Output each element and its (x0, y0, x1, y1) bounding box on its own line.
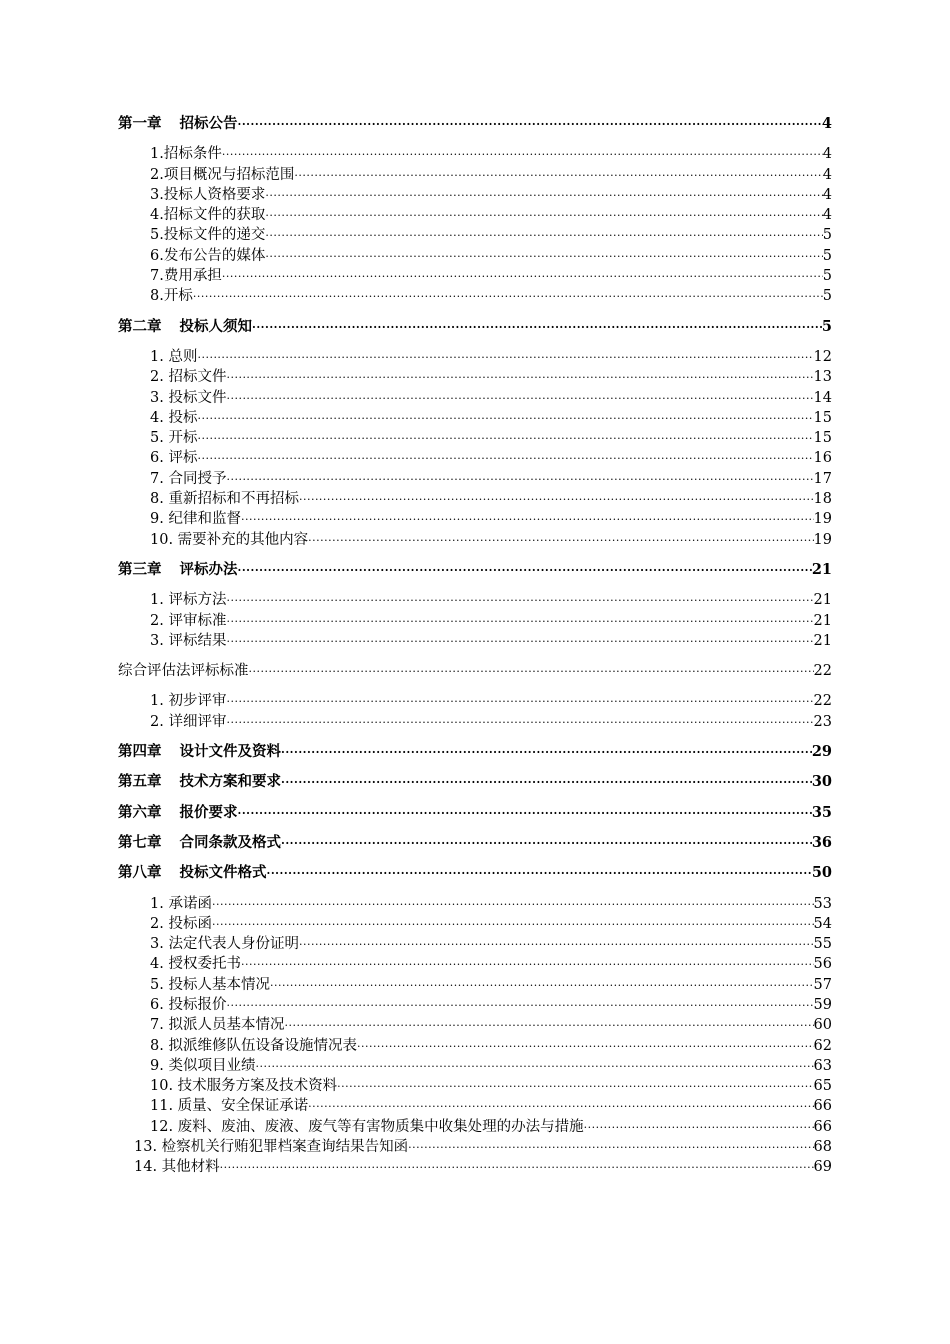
dot-leader (337, 1077, 813, 1097)
dot-leader (241, 955, 814, 975)
page-number: 4 (822, 146, 832, 163)
toc-subentry[interactable] (118, 1056, 832, 1076)
toc-chapter-entry[interactable] (118, 114, 832, 134)
toc-entry-title: 11. 质量、安全保证承诺 (150, 1098, 309, 1115)
toc-entry-title: 3. 投标文件 (150, 389, 227, 406)
page-number: 54 (813, 915, 832, 932)
toc-entry-title: 9. 纪律和监督 (150, 511, 241, 528)
toc-entry-title: 4.招标文件的获取 (150, 207, 266, 224)
toc-subentry[interactable] (118, 286, 832, 306)
chapter-title: 招标公告 (179, 115, 238, 132)
page-number: 12 (813, 348, 832, 365)
toc-entry-title: 1. 评标方法 (150, 592, 227, 609)
toc-subentry[interactable] (118, 347, 832, 367)
toc-entry-title: 2. 招标文件 (150, 369, 227, 386)
toc-section-entry[interactable] (118, 661, 832, 681)
toc-entry-title (118, 560, 238, 580)
dot-leader (299, 935, 814, 955)
toc-subentry[interactable] (118, 530, 832, 550)
toc-subentry[interactable] (118, 246, 832, 266)
chapter-title: 报价要求 (179, 803, 238, 821)
page-number: 15 (813, 409, 832, 426)
chapter-number: 第八章 (118, 864, 162, 882)
page-number: 63 (813, 1057, 832, 1074)
toc-entry-title: 5.投标文件的递交 (150, 227, 266, 244)
dot-leader (222, 145, 823, 165)
toc-subentry[interactable] (118, 266, 832, 286)
page-number: 21 (813, 612, 832, 629)
dot-leader (308, 531, 813, 551)
dot-leader (226, 996, 813, 1016)
toc-subentry[interactable] (118, 712, 832, 732)
dot-leader (265, 186, 822, 206)
dot-leader (238, 804, 812, 824)
toc-subentry[interactable] (118, 995, 832, 1015)
toc-entry-title: 5. 投标人基本情况 (150, 976, 270, 993)
toc-entry-title (118, 317, 252, 337)
chapter-title: 投标人须知 (179, 317, 252, 335)
toc-subentry[interactable] (118, 388, 832, 408)
page-number: 5 (822, 227, 832, 244)
dot-leader (281, 773, 812, 793)
dot-leader (226, 591, 813, 611)
toc-entry-title (118, 114, 238, 134)
toc-entry-title: 3. 法定代表人身份证明 (150, 936, 299, 953)
dot-leader (220, 1158, 814, 1178)
toc-chapter-entry[interactable] (118, 833, 832, 853)
page-number: 66 (813, 1098, 832, 1115)
dot-leader (308, 1097, 813, 1117)
toc-entry-title: 3.投标人资格要求 (150, 186, 266, 203)
page-number: 21 (813, 592, 832, 609)
toc-chapter-entry[interactable] (118, 742, 832, 762)
page-number: 4 (822, 207, 832, 224)
chapter-number: 第五章 (118, 773, 162, 791)
toc-entry-title: 4. 授权委托书 (150, 956, 241, 973)
toc-entry-title: 8. 重新招标和不再招标 (150, 491, 299, 508)
toc-entry-title (118, 742, 281, 762)
toc-entry-title: 5. 开标 (150, 430, 198, 447)
toc-subentry[interactable] (118, 408, 832, 428)
chapter-number: 第七章 (118, 833, 162, 851)
toc-entry-title: 1. 初步评审 (150, 693, 227, 710)
dot-leader (226, 368, 813, 388)
toc-entry-title: 1. 承诺函 (150, 895, 212, 912)
dot-leader (197, 348, 813, 368)
chapter-number: 第六章 (118, 803, 162, 821)
chapter-number: 第四章 (118, 743, 162, 761)
toc-subentry[interactable] (118, 1096, 832, 1116)
chapter-title: 合同条款及格式 (179, 833, 281, 851)
dot-leader (226, 632, 813, 652)
dot-leader (408, 1138, 813, 1158)
toc-chapter-entry[interactable] (118, 317, 832, 337)
page-number: 69 (813, 1159, 832, 1176)
toc-entry-title: 6. 投标报价 (150, 996, 227, 1013)
chapter-title: 投标文件格式 (179, 864, 267, 882)
chapter-number: 第三章 (118, 560, 162, 578)
toc-subentry[interactable] (118, 205, 832, 225)
page-number: 5 (822, 288, 832, 305)
toc-subentry[interactable] (118, 489, 832, 509)
toc-subentry[interactable] (118, 165, 832, 185)
toc-subentry[interactable] (118, 975, 832, 995)
chapter-title: 设计文件及资料 (179, 743, 281, 761)
dot-leader (265, 206, 822, 226)
page-number: 57 (813, 976, 832, 993)
dot-leader (299, 490, 814, 510)
page-number: 29 (811, 743, 832, 761)
dot-leader (197, 409, 813, 429)
toc-subentry[interactable] (118, 448, 832, 468)
dot-leader (212, 915, 814, 935)
toc-entry-title: 8. 拟派维修队伍设备设施情况表 (150, 1037, 357, 1054)
page-number: 55 (813, 936, 832, 953)
toc-entry-title: 14. 其他材料 (134, 1159, 220, 1176)
toc-subentry[interactable] (118, 225, 832, 245)
dot-leader (226, 612, 813, 632)
toc-subentry[interactable] (118, 611, 832, 631)
dot-leader (252, 318, 822, 338)
page-number: 65 (813, 1078, 832, 1095)
page-number: 66 (813, 1118, 832, 1135)
dot-leader (241, 510, 814, 530)
dot-leader (281, 834, 812, 854)
page-number: 22 (813, 693, 832, 710)
page-number: 19 (813, 511, 832, 528)
toc-subentry[interactable] (118, 934, 832, 954)
toc-entry-title: 7. 拟派人员基本情况 (150, 1017, 285, 1034)
chapter-number: 第二章 (118, 317, 162, 335)
page-number: 60 (813, 1017, 832, 1034)
dot-leader (249, 662, 814, 682)
page-number: 68 (813, 1139, 832, 1156)
dot-leader (212, 895, 814, 915)
page-number: 13 (813, 369, 832, 386)
page-number: 62 (813, 1037, 832, 1054)
toc-entry-title: 8.开标 (150, 288, 193, 305)
page-number: 14 (813, 389, 832, 406)
page-number: 5 (822, 247, 832, 264)
dot-leader (270, 976, 814, 996)
toc-entry-title: 2. 评审标准 (150, 612, 227, 629)
chapter-title: 评标办法 (179, 560, 238, 578)
dot-leader (238, 561, 812, 581)
dot-leader (226, 470, 813, 490)
toc-entry-title: 1. 总则 (150, 348, 198, 365)
toc-subentry[interactable] (118, 1076, 832, 1096)
page-number: 21 (813, 632, 832, 649)
toc-subentry[interactable] (118, 1117, 832, 1137)
page-number: 4 (822, 186, 832, 203)
toc-entry-title: 7.费用承担 (150, 268, 222, 285)
chapter-title: 技术方案和要求 (179, 773, 281, 791)
toc-entry-title: 6. 评标 (150, 450, 198, 467)
dot-leader (265, 226, 822, 246)
dot-leader (238, 115, 822, 135)
toc-entry-title (118, 803, 238, 823)
toc-subentry[interactable] (118, 894, 832, 914)
toc-subentry[interactable] (118, 954, 832, 974)
page-number: 18 (813, 491, 832, 508)
page-number: 23 (813, 713, 832, 730)
toc-subentry[interactable] (118, 185, 832, 205)
toc-entry-title: 10. 技术服务方案及技术资料 (150, 1078, 338, 1095)
toc-entry-title: 综合评估法评标标准 (118, 663, 249, 680)
toc-subentry[interactable] (118, 367, 832, 387)
toc-entry-title: 13. 检察机关行贿犯罪档案查询结果告知函 (134, 1139, 409, 1156)
toc-subentry[interactable] (118, 914, 832, 934)
toc-entry-title: 2. 详细评审 (150, 713, 227, 730)
dot-leader (294, 166, 822, 186)
page-number: 36 (811, 833, 832, 851)
toc-entry-title (118, 833, 281, 853)
toc-subentry[interactable] (118, 1015, 832, 1035)
page-number: 5 (822, 268, 832, 285)
dot-leader (193, 287, 823, 307)
toc-subentry[interactable] (118, 1157, 832, 1177)
toc-chapter-entry[interactable] (118, 772, 832, 792)
toc-entry-title (118, 863, 267, 883)
dot-leader (226, 389, 813, 409)
toc-entry-title: 2.项目概况与招标范围 (150, 166, 295, 183)
toc-entry-title: 1.招标条件 (150, 146, 222, 163)
toc-entry-title (118, 772, 281, 792)
page-number: 5 (821, 317, 832, 335)
dot-leader (265, 247, 822, 267)
page-number: 56 (813, 956, 832, 973)
toc-chapter-entry[interactable] (118, 560, 832, 580)
page-number: 35 (811, 803, 832, 821)
dot-leader (222, 267, 823, 287)
toc-entry-title: 6.发布公告的媒体 (150, 247, 266, 264)
page-number: 59 (813, 996, 832, 1013)
page-number: 19 (813, 531, 832, 548)
toc-subentry[interactable] (118, 691, 832, 711)
page-number: 21 (811, 560, 832, 578)
page-number: 50 (811, 864, 832, 882)
toc-entry-title: 7. 合同授予 (150, 470, 227, 487)
page-number: 16 (813, 450, 832, 467)
dot-leader (284, 1016, 813, 1036)
dot-leader (267, 864, 812, 884)
toc-subentry[interactable] (118, 144, 832, 164)
table-of-contents (118, 114, 832, 1178)
dot-leader (197, 449, 813, 469)
page-number: 30 (811, 773, 832, 791)
page-number: 22 (813, 663, 832, 680)
toc-entry-title: 3. 评标结果 (150, 632, 227, 649)
page-number: 15 (813, 430, 832, 447)
toc-subentry[interactable] (118, 469, 832, 489)
toc-entry-title: 10. 需要补充的其他内容 (150, 531, 309, 548)
page-number: 53 (813, 895, 832, 912)
dot-leader (357, 1037, 814, 1057)
toc-chapter-entry[interactable] (118, 863, 832, 883)
page-number: 4 (822, 166, 832, 183)
toc-subentry[interactable] (118, 631, 832, 651)
toc-entry-title: 9. 类似项目业绩 (150, 1057, 256, 1074)
page-number: 17 (813, 470, 832, 487)
toc-entry-title: 2. 投标函 (150, 915, 212, 932)
dot-leader (255, 1057, 813, 1077)
toc-subentry[interactable] (118, 509, 832, 529)
toc-chapter-entry[interactable] (118, 803, 832, 823)
toc-entry-title: 4. 投标 (150, 409, 198, 426)
dot-leader (226, 713, 813, 733)
dot-leader (226, 692, 813, 712)
page-number: 4 (821, 115, 832, 132)
toc-subentry[interactable] (118, 428, 832, 448)
dot-leader (281, 743, 812, 763)
toc-subentry[interactable] (118, 1137, 832, 1157)
dot-leader (197, 429, 813, 449)
chapter-number: 第一章 (118, 115, 162, 132)
toc-subentry[interactable] (118, 590, 832, 610)
dot-leader (584, 1118, 814, 1138)
toc-entry-title: 12. 废料、废油、废液、废气等有害物质集中收集处理的办法与措施 (150, 1118, 584, 1135)
toc-subentry[interactable] (118, 1036, 832, 1056)
